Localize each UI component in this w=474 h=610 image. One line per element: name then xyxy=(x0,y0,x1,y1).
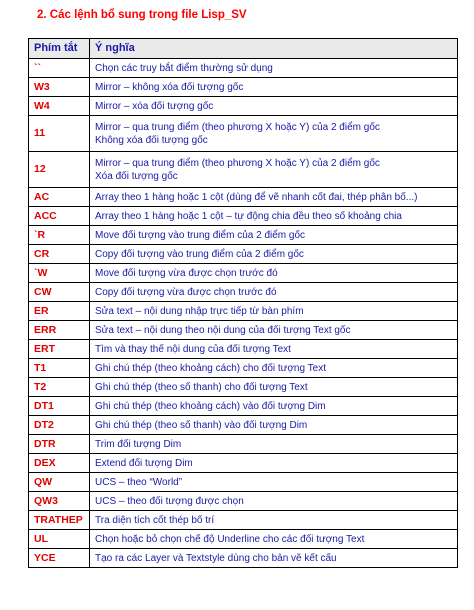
meaning-line: Ghi chú thép (theo số thanh) cho đối tượng Text xyxy=(95,381,308,393)
table-row xyxy=(29,283,458,302)
shortcut-key: `` xyxy=(29,59,90,78)
shortcut-meaning xyxy=(90,207,458,226)
table-row xyxy=(29,397,458,416)
shortcut-meaning xyxy=(90,188,458,207)
table-row xyxy=(29,302,458,321)
shortcut-meaning xyxy=(90,97,458,116)
table-row xyxy=(29,454,458,473)
meaning-line: Copy đối tượng vào trung điểm của 2 điểm gốc xyxy=(95,248,304,260)
table-row xyxy=(29,340,458,359)
header-meaning: Ý nghĩa xyxy=(90,39,458,59)
table-row xyxy=(29,416,458,435)
shortcut-key: T2 xyxy=(29,378,90,397)
table-row xyxy=(29,264,458,283)
shortcut-table xyxy=(28,38,458,568)
shortcut-meaning xyxy=(90,454,458,473)
meaning-line: Chọn các truy bắt điểm thường sử dụng xyxy=(95,62,273,74)
shortcut-meaning xyxy=(90,340,458,359)
table-row xyxy=(29,378,458,397)
table-row xyxy=(29,549,458,568)
shortcut-key: DEX xyxy=(29,454,90,473)
shortcut-key: UL xyxy=(29,530,90,549)
shortcut-key: ER xyxy=(29,302,90,321)
shortcut-key: `R xyxy=(29,226,90,245)
shortcut-key: YCE xyxy=(29,549,90,568)
meaning-line: Xóa đối tượng gốc xyxy=(95,170,178,182)
shortcut-key: ERT xyxy=(29,340,90,359)
meaning-line: Ghi chú thép (theo số thanh) vào đối tượng Dim xyxy=(95,419,308,431)
shortcut-key: TRATHEP xyxy=(29,511,90,530)
meaning-line: Mirror – qua trung điểm (theo phương X hoặc Y) của 2 điểm gốc xyxy=(95,157,380,169)
shortcut-meaning xyxy=(90,59,458,78)
meaning-line: Ghi chú thép (theo khoảng cách) cho đối tượng Text xyxy=(95,362,326,374)
table-row xyxy=(29,473,458,492)
table-row xyxy=(29,97,458,116)
table-row xyxy=(29,78,458,97)
shortcut-key: CW xyxy=(29,283,90,302)
meaning-line: Extend đối tượng Dim xyxy=(95,457,193,469)
table-row xyxy=(29,530,458,549)
shortcut-key: QW3 xyxy=(29,492,90,511)
table-row xyxy=(29,188,458,207)
shortcut-meaning xyxy=(90,435,458,454)
table-row xyxy=(29,226,458,245)
shortcut-meaning xyxy=(90,321,458,340)
table-row xyxy=(29,207,458,226)
header-shortcut: Phím tắt xyxy=(29,39,90,59)
meaning-line: Sửa text – nội dung nhập trực tiếp từ bàn phím xyxy=(95,305,304,317)
meaning-line: Ghi chú thép (theo khoảng cách) vào đối tượng Dim xyxy=(95,400,326,412)
meaning-line: UCS – theo “World” xyxy=(95,476,183,488)
meaning-line: Mirror – xóa đối tượng gốc xyxy=(95,100,214,112)
table-row xyxy=(29,511,458,530)
shortcut-meaning xyxy=(90,245,458,264)
shortcut-meaning xyxy=(90,416,458,435)
meaning-line: Tạo ra các Layer và Textstyle dùng cho bản vẽ kết cấu xyxy=(95,552,337,564)
shortcut-key: 11 xyxy=(29,116,90,152)
section-heading: 2. Các lệnh bổ sung trong file Lisp_SV xyxy=(37,9,247,21)
shortcut-meaning xyxy=(90,511,458,530)
shortcut-key: ERR xyxy=(29,321,90,340)
shortcut-key: CR xyxy=(29,245,90,264)
meaning-line: Mirror – qua trung điểm (theo phương X hoặc Y) của 2 điểm gốc xyxy=(95,121,380,133)
shortcut-meaning xyxy=(90,283,458,302)
meaning-line: Array theo 1 hàng hoặc 1 cột – tự động chia đều theo số khoảng chia xyxy=(95,210,402,222)
shortcut-meaning xyxy=(90,78,458,97)
meaning-line: Move đối tượng vào trung điểm của 2 điểm gốc xyxy=(95,229,306,241)
shortcut-meaning xyxy=(90,549,458,568)
table-header-row xyxy=(29,39,458,59)
meaning-line: Trim đối tượng Dim xyxy=(95,438,182,450)
shortcut-meaning xyxy=(90,378,458,397)
shortcut-meaning xyxy=(90,264,458,283)
shortcut-meaning xyxy=(90,226,458,245)
meaning-line: Tra diện tích cốt thép bố trí xyxy=(95,514,215,526)
shortcut-key: ACC xyxy=(29,207,90,226)
table-row xyxy=(29,435,458,454)
shortcut-meaning xyxy=(90,116,458,152)
shortcut-key: T1 xyxy=(29,359,90,378)
shortcut-key: W3 xyxy=(29,78,90,97)
meaning-line: UCS – theo đối tượng được chọn xyxy=(95,495,244,507)
shortcut-meaning xyxy=(90,530,458,549)
shortcut-meaning xyxy=(90,152,458,188)
shortcut-meaning xyxy=(90,473,458,492)
shortcut-key: QW xyxy=(29,473,90,492)
meaning-line: Tìm và thay thế nội dung của đối tượng Text xyxy=(95,343,291,355)
shortcut-key: DTR xyxy=(29,435,90,454)
table-row xyxy=(29,245,458,264)
shortcut-key: `W xyxy=(29,264,90,283)
meaning-line: Move đối tượng vừa được chọn trước đó xyxy=(95,267,278,279)
shortcut-meaning xyxy=(90,397,458,416)
shortcut-key: W4 xyxy=(29,97,90,116)
table-row xyxy=(29,359,458,378)
shortcut-key: 12 xyxy=(29,152,90,188)
meaning-line: Chọn hoặc bỏ chọn chế độ Underline cho các đối tượng Text xyxy=(95,533,365,545)
meaning-line: Không xóa đối tượng gốc xyxy=(95,134,208,146)
meaning-line: Copy đối tượng vừa được chọn trước đó xyxy=(95,286,277,298)
shortcut-key: DT1 xyxy=(29,397,90,416)
table-row xyxy=(29,321,458,340)
table-row xyxy=(29,116,458,152)
shortcut-key: AC xyxy=(29,188,90,207)
meaning-line: Sửa text – nội dung theo nội dung của đối tượng Text gốc xyxy=(95,324,351,336)
table-row xyxy=(29,492,458,511)
meaning-line: Mirror – không xóa đối tượng gốc xyxy=(95,81,244,93)
meaning-line: Array theo 1 hàng hoặc 1 cột (dùng để vẽ nhanh cốt đai, thép phân bố...) xyxy=(95,191,418,203)
shortcut-meaning xyxy=(90,359,458,378)
table-row xyxy=(29,59,458,78)
shortcut-meaning xyxy=(90,492,458,511)
table-row xyxy=(29,152,458,188)
table-body xyxy=(29,59,458,568)
shortcut-meaning xyxy=(90,302,458,321)
shortcut-key: DT2 xyxy=(29,416,90,435)
